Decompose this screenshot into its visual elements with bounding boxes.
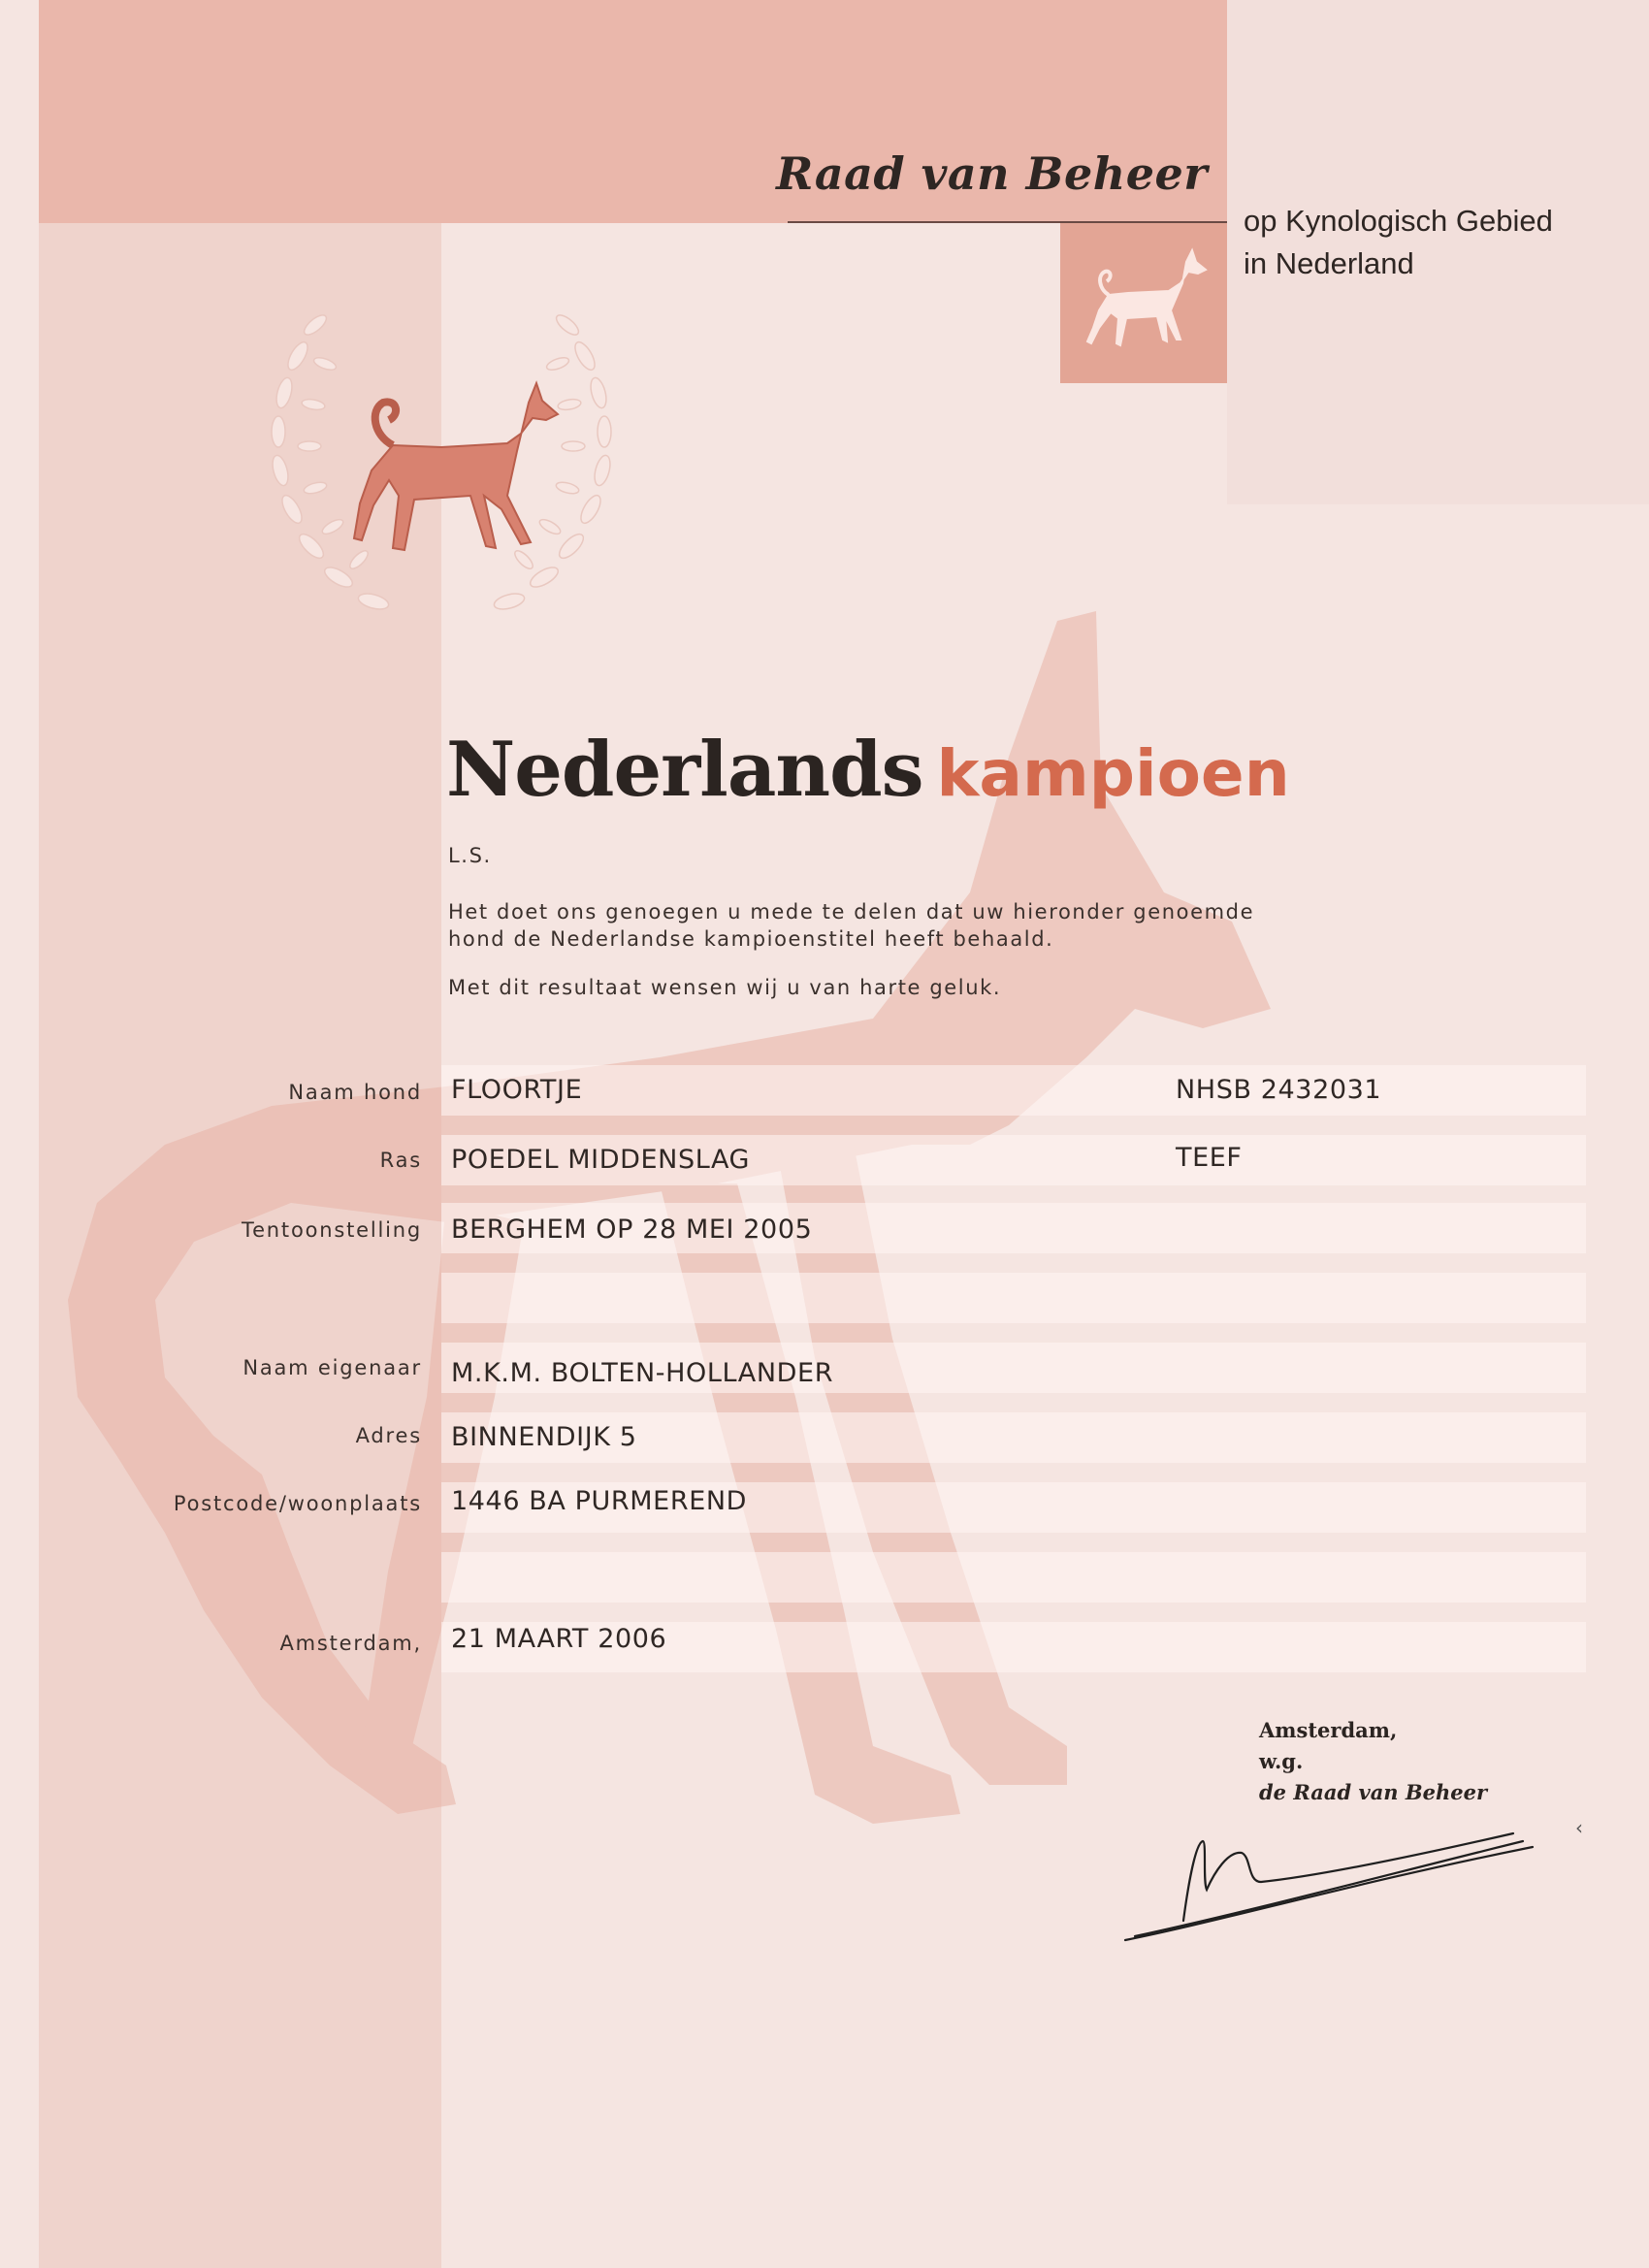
heading-part-2: kampioen [936,736,1290,811]
intro-line-1: Het doet ons genoegen u mede te delen dat uw hieronder genoemde [448,900,1255,923]
intro-text [448,842,1399,1022]
salutation: L.S. [448,844,492,867]
signature-block [1259,1715,1487,1808]
certificate-heading [446,726,1290,814]
dog-logo-icon [1060,223,1227,383]
label-postcode: Postcode/woonplaats [173,1492,422,1515]
signature-wg: w.g. [1259,1749,1304,1773]
value-naam-hond: FLOORTJE [451,1075,583,1105]
value-ras: POEDEL MIDDENSLAG [451,1145,751,1175]
organization-title: Raad van Beheer [776,147,1208,200]
organization-subtitle [1244,200,1553,285]
label-naam-eigenaar: Naam eigenaar [242,1356,422,1379]
congratulation-line: Met dit resultaat wensen wij u van harte geluk. [448,976,1002,999]
laurel-dog-emblem-icon [247,306,635,645]
intro-line-2: hond de Nederlandse kampioenstitel heeft behaald. [448,927,1054,951]
value-naam-eigenaar: M.K.M. BOLTEN-HOLLANDER [451,1358,834,1388]
label-ras: Ras [379,1149,422,1172]
value-datum: 21 MAART 2006 [451,1624,667,1654]
subtitle-line-2: in Nederland [1244,246,1414,280]
field-band [441,1065,1586,1116]
header-logo-box [1060,223,1227,383]
value-tentoonstelling: BERGHEM OP 28 MEI 2005 [451,1215,813,1245]
field-band [441,1273,1586,1323]
label-naam-hond: Naam hond [288,1081,422,1104]
label-tentoonstelling: Tentoonstelling [242,1218,422,1242]
heading-part-1: Nederlands [446,726,923,814]
label-adres: Adres [355,1424,422,1447]
value-adres: BINNENDIJK 5 [451,1422,637,1452]
scan-mark: ‹ [1575,1816,1583,1839]
signature-place: Amsterdam, [1259,1718,1398,1742]
signature-org: de Raad van Beheer [1259,1780,1488,1804]
value-geslacht: TEEF [1176,1143,1243,1173]
field-band [441,1552,1586,1603]
value-postcode: 1446 BA PURMEREND [451,1486,748,1516]
handwritten-signature [1106,1814,1552,1950]
subtitle-line-1: op Kynologisch Gebied [1244,204,1553,238]
value-nhsb-number: NHSB 2432031 [1176,1075,1382,1105]
label-plaats: Amsterdam, [279,1632,422,1655]
